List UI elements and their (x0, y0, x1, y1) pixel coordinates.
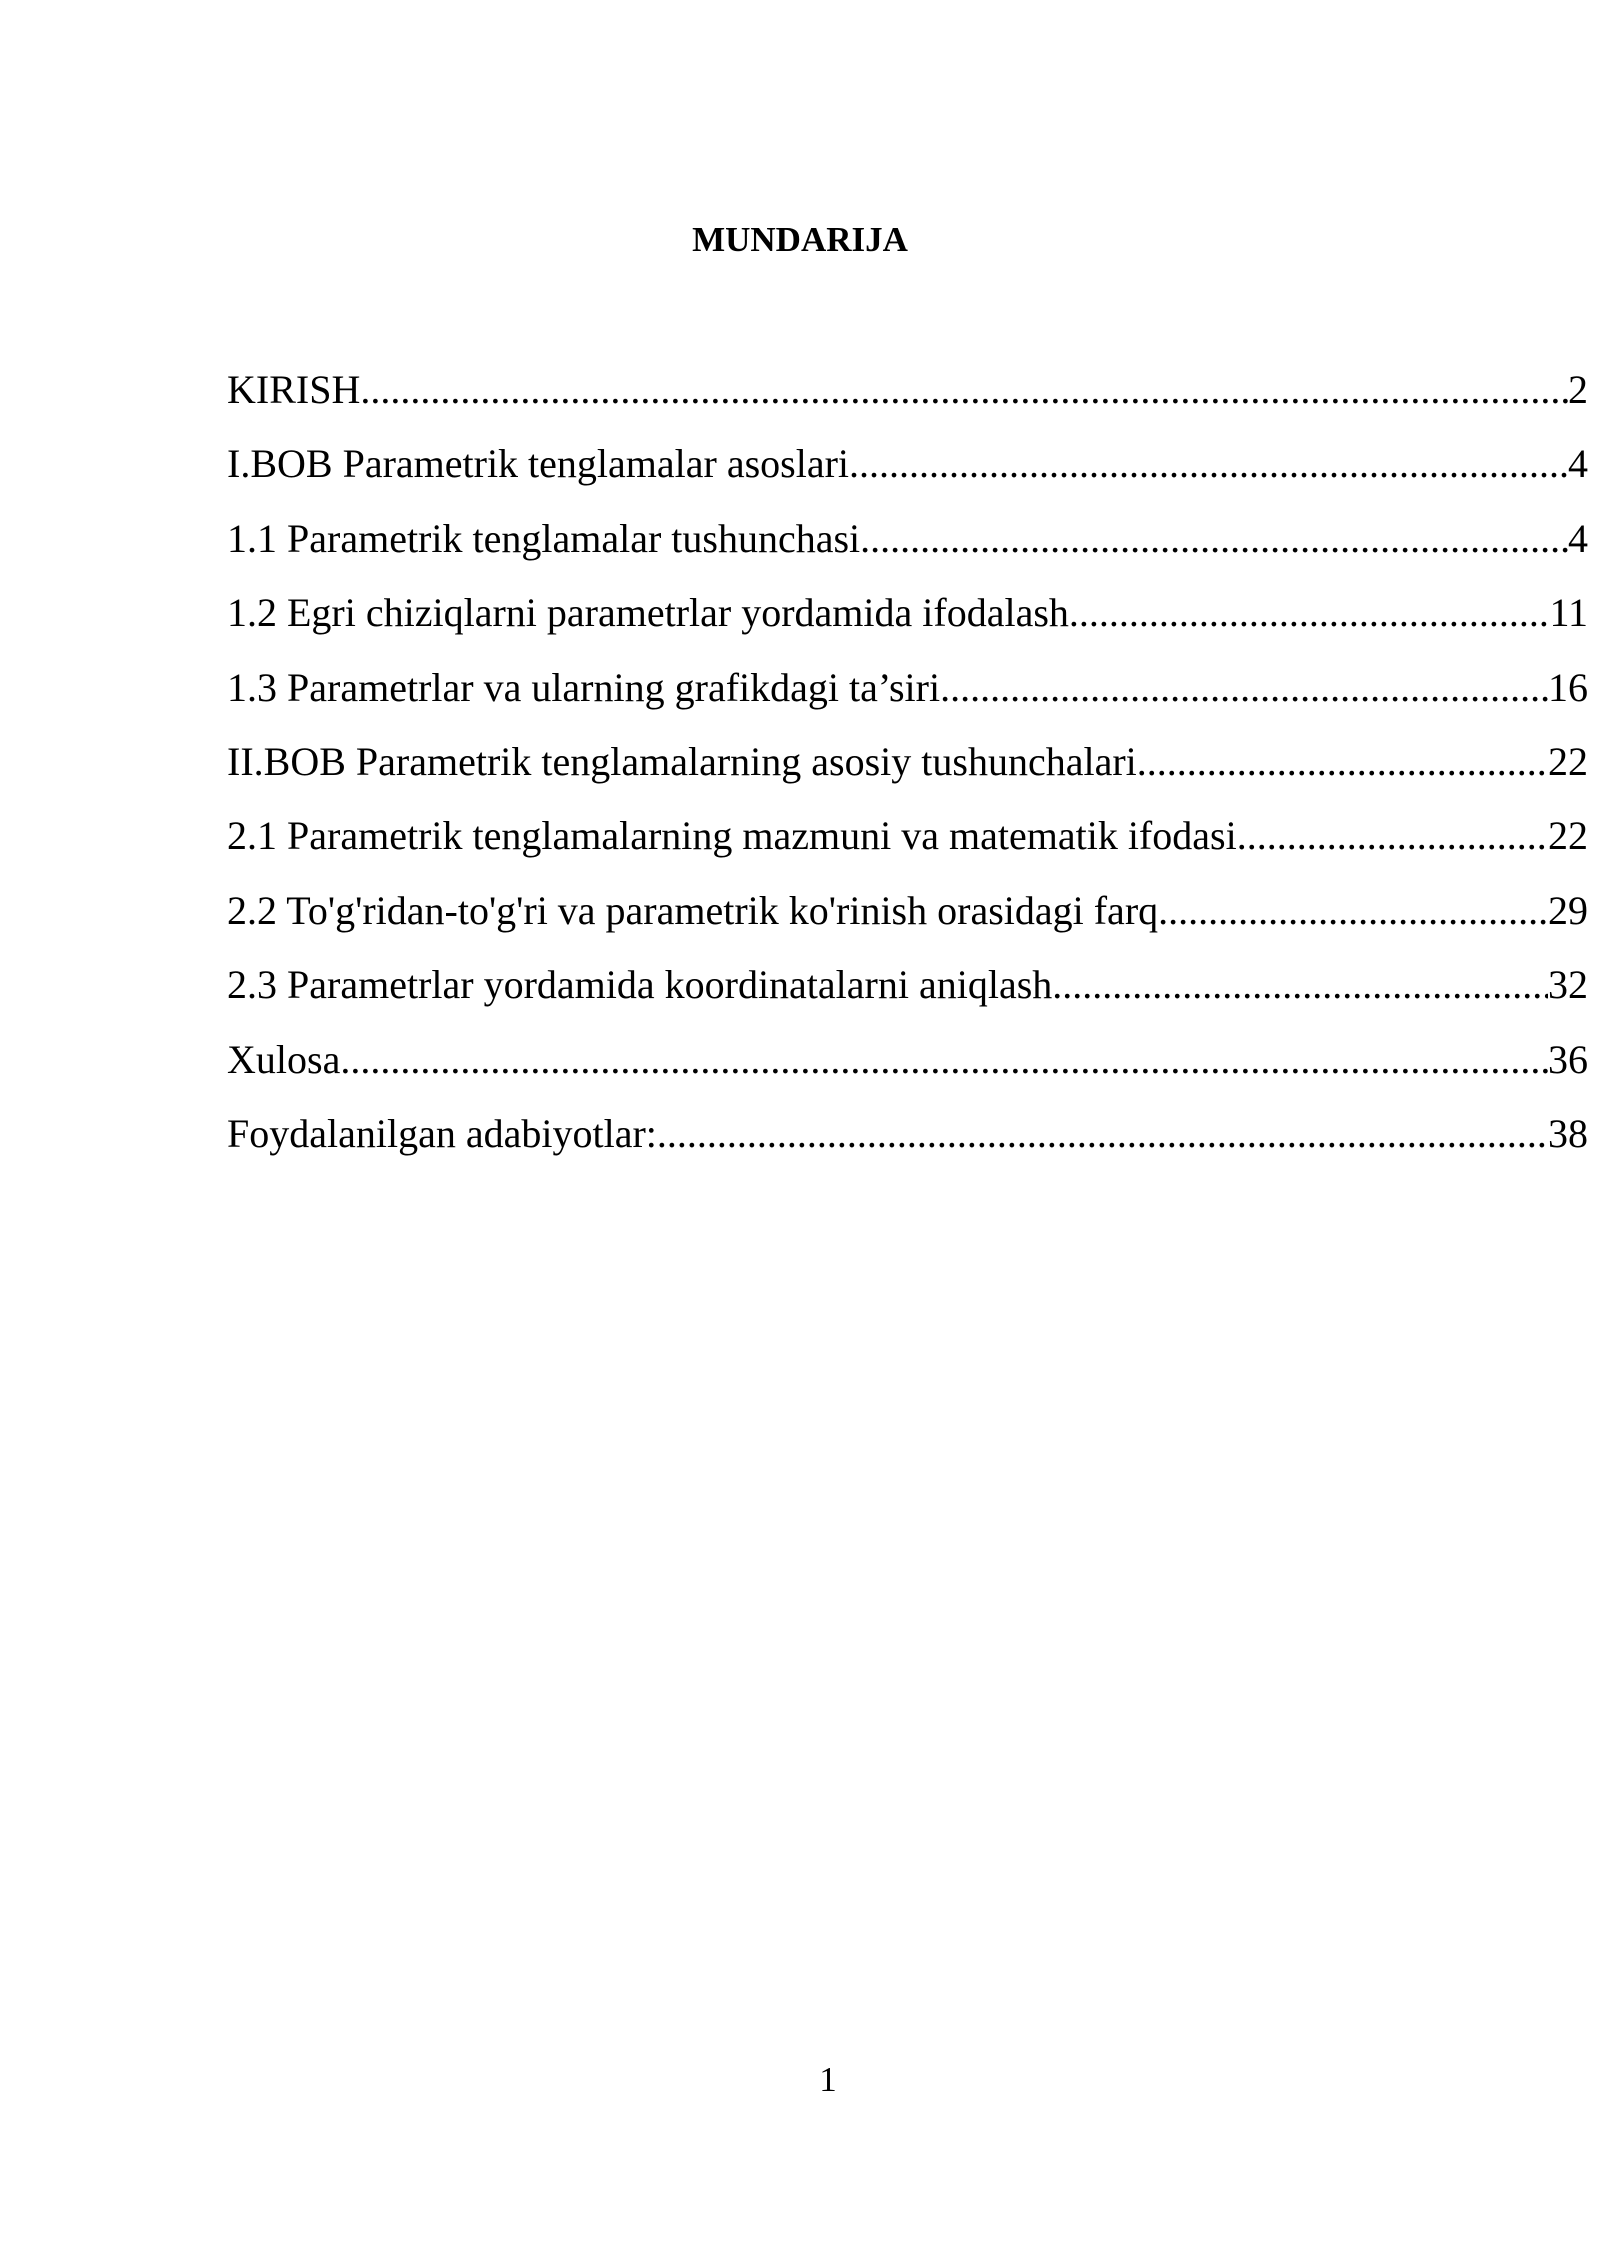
toc-entry-title: II.BOB Parametrik tenglamalarning asosiy tushunchalari (227, 738, 1137, 784)
toc-dot-leader (1237, 811, 1548, 861)
page-title: MUNDARIJA (692, 220, 908, 259)
toc-entry-kirish[interactable] (227, 365, 1588, 439)
toc-entry-page: 38 (1548, 1110, 1588, 1156)
toc-entry-title: 2.2 To'g'ridan-to'g'ri va parametrik ko'rinish orasidagi farq (227, 887, 1159, 933)
toc-entry-page: 4 (1568, 515, 1588, 561)
page-number: 1 (819, 2060, 837, 2099)
toc-dot-leader (1052, 960, 1548, 1010)
toc-entry-chapter-1[interactable] (227, 439, 1588, 513)
toc-entry-page: 2 (1568, 367, 1588, 412)
toc-entry-title: 2.3 Parametrlar yordamida koordinatalarni aniqlash (227, 962, 1053, 1008)
toc-entry-section-1-3[interactable] (227, 663, 1588, 737)
toc-entry-page: 22 (1548, 738, 1588, 784)
toc-dot-leader (860, 514, 1568, 564)
toc-entry-page: 36 (1548, 1036, 1588, 1082)
toc-entry-section-2-2[interactable] (227, 886, 1588, 960)
toc-entry-title: 1.1 Parametrik tenglamalar tushunchasi (227, 515, 861, 561)
toc-entry-xulosa[interactable] (227, 1035, 1588, 1109)
toc-dot-leader (849, 439, 1568, 489)
toc-entry-section-2-1[interactable] (227, 811, 1588, 885)
table-of-contents (227, 365, 1588, 1183)
toc-entry-title: 2.1 Parametrik tenglamalarning mazmuni va matematik ifodasi (227, 813, 1237, 859)
toc-entry-references[interactable] (227, 1109, 1588, 1183)
toc-entry-title: I.BOB Parametrik tenglamalar asoslari (227, 441, 850, 487)
toc-entry-section-1-2[interactable] (227, 588, 1588, 662)
toc-entry-page: 11 (1549, 590, 1588, 636)
toc-dot-leader (1158, 886, 1548, 936)
toc-entry-page: 29 (1548, 887, 1588, 933)
toc-dot-leader (940, 663, 1548, 713)
toc-dot-leader (360, 365, 1568, 415)
toc-dot-leader (1069, 588, 1550, 638)
toc-entry-section-1-1[interactable] (227, 514, 1588, 588)
toc-dot-leader (340, 1035, 1548, 1085)
toc-entry-section-2-3[interactable] (227, 960, 1588, 1034)
toc-dot-leader (657, 1109, 1548, 1159)
toc-entry-page: 4 (1568, 441, 1588, 487)
toc-entry-title: KIRISH (227, 367, 361, 412)
toc-entry-chapter-2[interactable] (227, 737, 1588, 811)
toc-entry-title: 1.3 Parametrlar va ularning grafikdagi ta’siri (227, 664, 941, 710)
toc-entry-page: 16 (1548, 664, 1588, 710)
toc-dot-leader (1137, 737, 1548, 787)
toc-entry-title: Foydalanilgan adabiyotlar: (227, 1110, 657, 1156)
toc-entry-page: 32 (1548, 962, 1588, 1008)
toc-entry-page: 22 (1548, 813, 1588, 859)
toc-entry-title: 1.2 Egri chiziqlarni parametrlar yordamida ifodalash (227, 590, 1069, 636)
toc-entry-title: Xulosa (227, 1036, 341, 1082)
